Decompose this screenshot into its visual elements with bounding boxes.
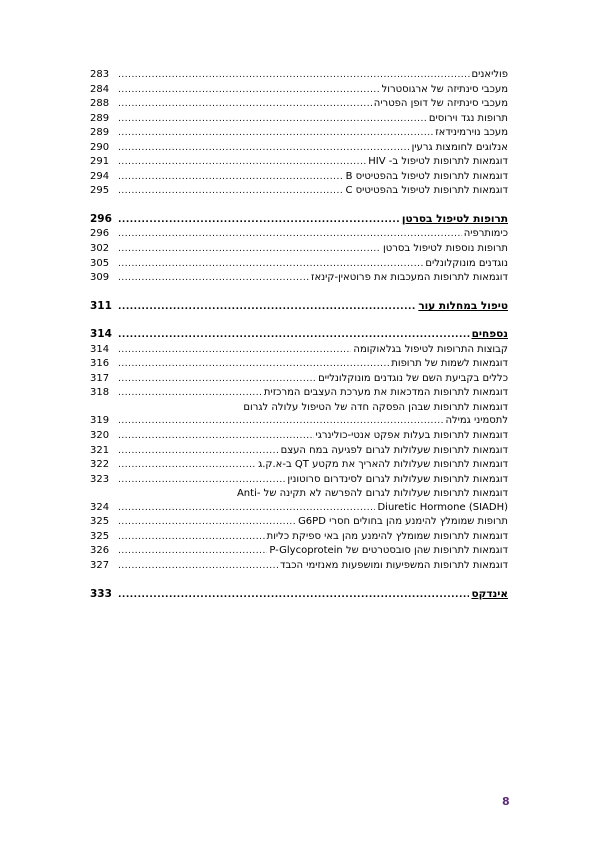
toc-entry-page: 322 [90, 459, 110, 471]
toc-entry-title: דוגמאות לתרופות לטיפול בהפטיטיס B [345, 170, 508, 182]
toc-entry[interactable] [88, 271, 508, 286]
toc-leader-dots [118, 127, 433, 141]
toc-entry-page: 324 [90, 501, 110, 513]
toc-entry[interactable] [88, 257, 508, 272]
toc-entry[interactable] [88, 559, 508, 574]
toc-entry-title: נוגדנים מונוקלונלים [425, 257, 508, 269]
toc-leader-dots [118, 69, 470, 83]
toc-leader-dots [118, 113, 427, 127]
toc-entry-title: דוגמאות לתרופות שבהן הפסקה חדה של הטיפול עלולה לגרום [243, 401, 508, 413]
toc-entry-page: 288 [90, 98, 110, 110]
toc-entry[interactable] [88, 155, 508, 170]
toc-leader-dots [118, 516, 296, 530]
section-spacer [88, 199, 508, 213]
toc-leader-dots [118, 445, 279, 459]
toc-entry-title: מעכבי סינתיזה של ארגוסטרול [381, 83, 508, 95]
toc-entry-page: 302 [90, 243, 110, 255]
toc-entry-title: מעכב נוירמינידאז [435, 127, 508, 139]
toc-entry-title: דוגמאות לתרופות לטיפול ב- HIV [368, 156, 508, 168]
toc-entry-title: דוגמאות לתרופות שעלולות לגרום לסינדרום סרוטונין [287, 473, 508, 485]
toc-entry-page: 289 [90, 127, 110, 139]
toc-leader-dots [118, 531, 265, 545]
toc-leader-dots [118, 415, 443, 429]
toc-heading-page: 296 [90, 212, 112, 225]
toc-entry[interactable] [88, 184, 508, 199]
toc-entry[interactable] [88, 357, 508, 372]
toc-entry-title: קבוצות התרופות לטיפול בגלאוקומה [353, 343, 508, 355]
toc-entry-title: דוגמאות לתרופות המשפיעות ומושפעות מאנזימי הכבד [280, 559, 508, 571]
toc-entry-page: 327 [90, 559, 110, 571]
toc-group-antifungal-antiviral [88, 68, 508, 199]
toc-leader-dots [118, 272, 309, 286]
toc-entry-page: 323 [90, 473, 110, 485]
toc-entry-title: (SIADH) Diuretic Hormone [377, 501, 508, 513]
toc-group-appendix [88, 343, 508, 574]
page-number: 8 [502, 795, 510, 808]
toc-entry[interactable] [88, 227, 508, 242]
toc-entry-page: 294 [90, 170, 110, 182]
toc-entry-page: 289 [90, 112, 110, 124]
toc-leader-dots [118, 84, 380, 98]
toc-leader-dots [118, 502, 375, 516]
toc-heading-title: אינדקס [471, 587, 508, 600]
toc-entry[interactable] [88, 473, 508, 488]
toc-entry-title: דוגמאות לתרופות בעלות אפקט אנטי-כולינרגי [315, 430, 508, 442]
toc-heading-page: 333 [90, 587, 112, 600]
toc-entry-page: 314 [90, 343, 110, 355]
toc-leader-dots [118, 228, 462, 242]
toc-entry-title: אנלוגים לחומצות גרעין [411, 141, 508, 153]
toc-heading-title: תרופות לטיפול בסרטן [401, 212, 508, 225]
toc-entry-title: מעכבי סינתיזה של דופן הפטריה [373, 98, 508, 110]
toc-entry-title: תרופות נגד וירוסים [428, 112, 508, 124]
toc-entry[interactable] [88, 386, 508, 401]
toc-entry[interactable] [88, 444, 508, 459]
toc-entry[interactable] [88, 530, 508, 545]
toc-leader-dots [118, 329, 470, 343]
toc-heading-appendix[interactable] [88, 328, 508, 343]
toc-entry[interactable] [88, 68, 508, 83]
toc-leader-dots [118, 171, 344, 185]
toc-leader-dots [118, 459, 256, 473]
toc-entry-page: 316 [90, 358, 110, 370]
toc-leader-dots [118, 185, 344, 199]
toc-entry-title: דוגמאות לתרופות המעכבות את פרוטאין-קינאז [310, 272, 508, 284]
toc-entry[interactable] [88, 429, 508, 444]
toc-entry-title: דוגמאות לתרופות שמומלץ להימנע מהן באי ספיקת כליות [266, 530, 508, 542]
toc-entry[interactable] [88, 501, 508, 516]
toc-entry-title: לתסמיני גמילה [445, 415, 508, 427]
toc-heading-skin[interactable] [88, 300, 508, 315]
toc-entry-page: 284 [90, 83, 110, 95]
toc-entry-page: 291 [90, 156, 110, 168]
toc-entry[interactable] [88, 372, 508, 387]
toc-group-cancer [88, 227, 508, 285]
toc-leader-dots [118, 142, 410, 156]
toc-heading-title: טיפול במחלות עור [418, 299, 508, 312]
toc-entry-title: דוגמאות לשמות של תרופות [391, 358, 508, 370]
toc-entry-page: 326 [90, 545, 110, 557]
toc-leader-dots [118, 474, 285, 488]
toc-entry-page: 325 [90, 516, 110, 528]
toc-entry-page: 325 [90, 530, 110, 542]
toc-entry-title: דוגמאות לתרופות שעלולות לגרום להפרשה לא תקינה של -Anti [236, 488, 508, 500]
table-of-contents [88, 68, 508, 602]
toc-entry-page: 296 [90, 228, 110, 240]
toc-entry-page: 295 [90, 185, 110, 197]
toc-entry-title: דוגמאות לתרופות שעלולות לגרום לפגיעה במח העצם [280, 444, 508, 456]
toc-entry-wrap-line[interactable] [88, 401, 508, 415]
toc-entry[interactable] [88, 515, 508, 530]
toc-heading-index[interactable] [88, 588, 508, 603]
toc-leader-dots [118, 301, 416, 315]
toc-entry-page: 309 [90, 272, 110, 284]
toc-entry-page: 320 [90, 430, 110, 442]
toc-entry-page: 283 [90, 69, 110, 80]
toc-entry[interactable] [88, 97, 508, 112]
toc-entry[interactable] [88, 414, 508, 429]
toc-entry-page: 321 [90, 444, 110, 456]
toc-heading-page: 314 [90, 328, 112, 341]
toc-entry[interactable] [88, 343, 508, 358]
toc-leader-dots [118, 156, 366, 170]
toc-entry-title: דוגמאות לתרופות המדכאות את מערכת העצבים המרכזית [263, 387, 508, 399]
toc-entry[interactable] [88, 112, 508, 127]
toc-entry[interactable] [88, 141, 508, 156]
toc-entry-page: 318 [90, 387, 110, 399]
toc-leader-dots [118, 214, 400, 228]
toc-entry[interactable] [88, 170, 508, 185]
toc-leader-dots [118, 344, 351, 358]
toc-entry-page: 305 [90, 257, 110, 269]
section-spacer [88, 574, 508, 588]
toc-entry[interactable] [88, 458, 508, 473]
toc-entry-title: דוגמאות לתרופות שעלולות להאריך את מקטע QT ב-א.ק.ג [258, 459, 508, 471]
toc-entry-title: פוליאנים [471, 69, 508, 80]
toc-entry[interactable] [88, 83, 508, 98]
toc-leader-dots [118, 430, 314, 444]
toc-leader-dots [118, 589, 469, 603]
toc-heading-page: 311 [90, 299, 112, 312]
section-spacer [88, 286, 508, 300]
toc-entry-title: כללים בקביעת השם של נוגדנים מונוקלונליים [318, 372, 508, 384]
toc-entry[interactable] [88, 242, 508, 257]
toc-entry-title: תרופות שמומלץ להימנע מהן בחולים חסרי G6PD [298, 516, 508, 528]
toc-leader-dots [118, 545, 267, 559]
toc-leader-dots [118, 358, 389, 372]
toc-leader-dots [118, 243, 381, 257]
toc-entry[interactable] [88, 544, 508, 559]
toc-entry-page: 317 [90, 372, 110, 384]
toc-entry-title: כימותרפיה [463, 228, 508, 240]
toc-leader-dots [118, 98, 372, 112]
toc-entry[interactable] [88, 126, 508, 141]
toc-leader-dots [118, 373, 316, 387]
toc-entry-title: דוגמאות לתרופות שהן סובסטרטים של P-Glycoprotein [269, 545, 508, 557]
section-spacer [88, 314, 508, 328]
toc-leader-dots [118, 387, 262, 401]
toc-entry-page: 290 [90, 141, 110, 153]
toc-entry-title: דוגמאות לתרופות לטיפול בהפטיטיס C [345, 185, 508, 197]
toc-heading-cancer[interactable] [88, 213, 508, 228]
toc-entry-wrap-line[interactable] [88, 487, 508, 501]
toc-heading-title: נספחים [471, 328, 508, 341]
toc-entry-title: תרופות נוספות לטיפול בסרטן [383, 243, 508, 255]
toc-leader-dots [118, 560, 278, 574]
toc-entry-page: 319 [90, 415, 110, 427]
toc-leader-dots [118, 258, 423, 272]
